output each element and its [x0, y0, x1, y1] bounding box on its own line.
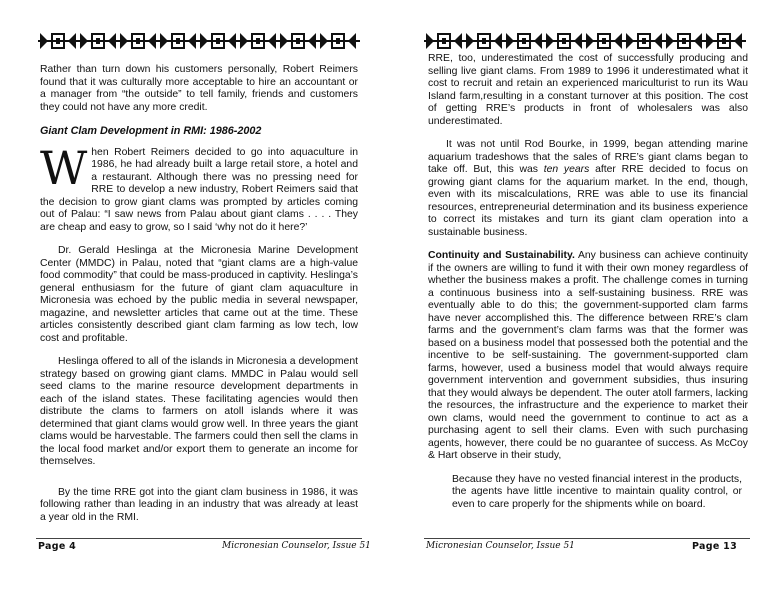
drop-cap: W	[40, 140, 88, 195]
publication-title: Micronesian Counselor, Issue 51	[222, 541, 371, 551]
paragraph-body: Any business can achieve continuity if the owners are willing to fund it with their own money regardless of whether the business makes a profit. The challenge comes in turning a continuous business into a self-sustaining business. RRE was eventually able to do this; the government-supported clam farms have never accomplished this. The difference between RRE’s clam farms and the government’s clam farms was that the former was based on a business model that possessed both the potential and the incentive to be self-sustaining. The government-supported clam farms, however, used a business model that would always require government intervention and government subsidies, thus insuring that they would always be dependent. The outer atoll farmers, lacking the resources, the infrastructure and the experience to market their own clams, would need the government to continue to act as a purchasing agent to sell their clams. Even with such purchasing agents, however, there could be no guarantee of success. As McCoy & Hart observe in their study,	[428, 250, 748, 461]
page-number: Page 4	[38, 541, 77, 552]
paragraph-lead: Continuity and Sustainability.	[428, 250, 575, 261]
section-heading: Giant Clam Development in RMI: 1986-2002	[40, 125, 262, 137]
ornament-border-graphic	[38, 30, 360, 52]
paragraph	[428, 139, 748, 239]
paragraph-body: hen Robert Reimers decided to go into aquaculture in 1986, he had already built a large retail store, a hotel and a restaurant. Although there was no pressing need for RRE to develop a new industry, Robert Reimers said that the decision to grow giant clams was prompted by articles coming out of Palau: “I saw news from Palau about giant clams . . . . They are cheap and easy to grow, so I said ‘why not do it here?’	[40, 146, 358, 233]
paragraph-dropcap	[40, 140, 358, 235]
paragraph-part: It was not until Rod Bourke, in 1999, began attending marine aquarium tradeshows that the sales of RRE’s giant clams began to take off. But, this was	[428, 139, 748, 175]
emphasis: ten years	[543, 164, 590, 175]
ornament-border-graphic	[424, 30, 746, 52]
right-body-text	[428, 53, 748, 511]
left-body-text	[40, 64, 358, 535]
paragraph: RRE, too, underestimated the cost of successfully producing and selling live giant clams. From 1989 to 1996 it underestimated what it cost to recruit and retain an experienced mariculturist to run its Wau Island farm,resulting in a constant turnover at this position. The cost of getting RRE’s products in front of wholesalers was also underestimated.	[428, 53, 748, 127]
decorative-border-top	[424, 30, 746, 52]
paragraph-part: after RRE decided to focus on growing giant clams for the aquarium market. In the end, though, even with its miscalculations, RRE was able to use its financial resources, entrepreneurial determination and its business experience to correct its mistakes and turn its giant clam operation into a sustainable business.	[428, 164, 748, 238]
paragraph: Dr. Gerald Heslinga at the Micronesia Marine Development Center (MMDC) in Palau, noted that “giant clams are a high-value food commodity” that could be mass-produced in captivity. Heslinga’s general enthusiasm for the future of giant clam aquaculture in Micronesia was echoed by the public media in several newspaper, magazine, and newsletter articles that came out at the time. These articles consistently described giant clam farming as low tech, low cost and profitable.	[40, 245, 358, 344]
footer-rule	[424, 538, 750, 539]
publication-title: Micronesian Counselor, Issue 51	[426, 541, 575, 551]
block-quote: Because they have no vested financial interest in the products, the agents have little incentive to maintain quality control, or even to care properly for the shipments while on board.	[452, 473, 742, 510]
footer-rule	[36, 538, 362, 539]
paragraph: By the time RRE got into the giant clam business in 1986, it was following rather than leading in an industry that was already at least a year old in the RMI.	[40, 486, 358, 523]
decorative-border-top	[38, 30, 360, 52]
page-number: Page 13	[692, 541, 737, 552]
paragraph: Rather than turn down his customers personally, Robert Reimers found that it was culturally more acceptable to hire an accountant or a manager from “the outside” to tell family, friends and customers they could not have any more credit.	[40, 64, 358, 113]
paragraph	[428, 250, 748, 463]
paragraph: Heslinga offered to all of the islands in Micronesia a development strategy based on growing giant clams. MMDC in Palau would sell seed clams to the marine resource development departments in each of the island states. These facilitating agencies would then distribute the clams to farmers on atoll islands where it was determined that giant clams would grow well. In three years the giant clams would be harvestable. The farmers could then sell the clams in the local food market and/or export them to generate an income for themselves.	[40, 356, 358, 467]
